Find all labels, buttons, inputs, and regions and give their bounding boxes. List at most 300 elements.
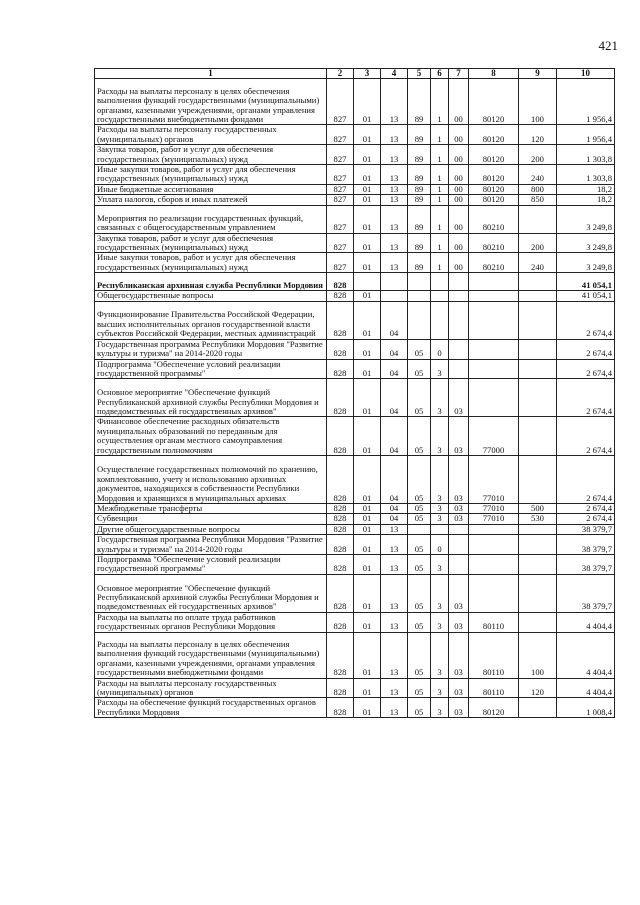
subsection-cell: 13: [381, 574, 408, 612]
program-cell: 05: [408, 514, 431, 524]
subprogram-cell: 3: [431, 379, 449, 417]
header-row: [95, 69, 615, 79]
direction-cell: [469, 554, 519, 574]
subprogram-cell: 1: [431, 79, 449, 125]
table-row: [95, 514, 615, 524]
table-row: [95, 554, 615, 574]
subprogram-cell: 3: [431, 698, 449, 718]
program-cell: [408, 524, 431, 534]
page-number: 421: [598, 38, 618, 53]
direction-cell: 80110: [469, 612, 519, 632]
admin-code-cell: 828: [327, 291, 354, 301]
admin-code-cell: 828: [327, 273, 354, 291]
table-row: [95, 632, 615, 678]
section-cell: 01: [354, 145, 381, 165]
admin-code-cell: 827: [327, 145, 354, 165]
item-name-cell: Расходы на выплаты персоналу в целях обеспечения выполнения функций государственными (муниципальными) органами, казенными учреждениями, органами управления государственными внебюджетными фондами: [95, 79, 327, 125]
subsection-cell: 13: [381, 165, 408, 185]
admin-code-cell: 827: [327, 184, 354, 194]
program-cell: 05: [408, 379, 431, 417]
section-cell: 01: [354, 165, 381, 185]
activity-cell: 00: [449, 125, 469, 145]
amount-cell: 38 379,7: [557, 554, 615, 574]
table-row: [95, 195, 615, 205]
section-cell: 01: [354, 417, 381, 456]
subprogram-cell: 3: [431, 455, 449, 503]
amount-cell: 2 674,4: [557, 514, 615, 524]
section-cell: 01: [354, 524, 381, 534]
section-cell: 01: [354, 514, 381, 524]
admin-code-cell: 827: [327, 79, 354, 125]
table-row: [95, 574, 615, 612]
direction-cell: [469, 535, 519, 555]
subsection-cell: [381, 273, 408, 291]
subsection-cell: 04: [381, 514, 408, 524]
subprogram-cell: 1: [431, 253, 449, 273]
activity-cell: 00: [449, 184, 469, 194]
expense-type-cell: [519, 291, 557, 301]
amount-cell: 4 404,4: [557, 632, 615, 678]
subprogram-cell: 3: [431, 359, 449, 379]
expense-type-cell: [519, 339, 557, 359]
amount-cell: 41 054,1: [557, 273, 615, 291]
subprogram-cell: 3: [431, 554, 449, 574]
subsection-cell: 13: [381, 145, 408, 165]
header-cell: 10: [557, 69, 615, 79]
subsection-cell: 13: [381, 253, 408, 273]
program-cell: 05: [408, 535, 431, 555]
amount-cell: 1 303,8: [557, 165, 615, 185]
amount-cell: 2 674,4: [557, 359, 615, 379]
subsection-cell: 13: [381, 524, 408, 534]
program-cell: 05: [408, 339, 431, 359]
program-cell: 89: [408, 145, 431, 165]
subsection-cell: 04: [381, 455, 408, 503]
admin-code-cell: 828: [327, 301, 354, 339]
direction-cell: [469, 339, 519, 359]
amount-cell: 18,2: [557, 195, 615, 205]
table-row: [95, 145, 615, 165]
program-cell: 89: [408, 195, 431, 205]
table-row: [95, 233, 615, 253]
table-row: [95, 698, 615, 718]
section-cell: 01: [354, 698, 381, 718]
activity-cell: 03: [449, 632, 469, 678]
table-row: [95, 125, 615, 145]
table-row: [95, 79, 615, 125]
table-row: [95, 535, 615, 555]
subsection-cell: 04: [381, 301, 408, 339]
item-name-cell: Другие общегосударственные вопросы: [95, 524, 327, 534]
program-cell: 05: [408, 554, 431, 574]
expense-type-cell: [519, 205, 557, 233]
program-cell: [408, 291, 431, 301]
table-row: [95, 291, 615, 301]
subprogram-cell: 0: [431, 339, 449, 359]
item-name-cell: Расходы на выплаты по оплате труда работников государственных органов Республики Мордовия: [95, 612, 327, 632]
admin-code-cell: 828: [327, 417, 354, 456]
table-row: [95, 503, 615, 513]
activity-cell: [449, 554, 469, 574]
subsection-cell: 04: [381, 379, 408, 417]
item-name-cell: Мероприятия по реализации государственных функций, связанных с общегосударственным управлением: [95, 205, 327, 233]
amount-cell: 2 674,4: [557, 417, 615, 456]
admin-code-cell: 828: [327, 698, 354, 718]
table-body: [95, 79, 615, 718]
section-cell: 01: [354, 574, 381, 612]
expense-type-cell: 800: [519, 184, 557, 194]
subsection-cell: 13: [381, 632, 408, 678]
table-row: [95, 359, 615, 379]
expense-type-cell: 500: [519, 503, 557, 513]
direction-cell: [469, 273, 519, 291]
item-name-cell: Финансовое обеспечение расходных обязательств муниципальных образований по переданным для осуществления органам местного самоуправления государственным полномочиям: [95, 417, 327, 456]
admin-code-cell: 828: [327, 524, 354, 534]
subsection-cell: 13: [381, 184, 408, 194]
subsection-cell: 13: [381, 79, 408, 125]
activity-cell: 03: [449, 678, 469, 698]
expense-type-cell: 120: [519, 678, 557, 698]
table-row: [95, 379, 615, 417]
subprogram-cell: [431, 291, 449, 301]
subsection-cell: 04: [381, 503, 408, 513]
program-cell: [408, 273, 431, 291]
admin-code-cell: 828: [327, 359, 354, 379]
program-cell: [408, 301, 431, 339]
activity-cell: [449, 359, 469, 379]
item-name-cell: Расходы на выплаты персоналу государственных (муниципальных) органов: [95, 678, 327, 698]
subprogram-cell: 1: [431, 195, 449, 205]
amount-cell: 2 674,4: [557, 301, 615, 339]
item-name-cell: Иные закупки товаров, работ и услуг для обеспечения государственных (муниципальных) нужд: [95, 253, 327, 273]
section-cell: 01: [354, 554, 381, 574]
expense-type-cell: [519, 273, 557, 291]
admin-code-cell: 827: [327, 125, 354, 145]
expense-type-cell: 200: [519, 145, 557, 165]
subprogram-cell: 3: [431, 417, 449, 456]
amount-cell: 2 674,4: [557, 455, 615, 503]
item-name-cell: Подпрограмма "Обеспечение условий реализации государственной программы": [95, 554, 327, 574]
header-cell: 9: [519, 69, 557, 79]
direction-cell: 80120: [469, 125, 519, 145]
subprogram-cell: [431, 301, 449, 339]
direction-cell: [469, 524, 519, 534]
item-name-cell: Основное мероприятие "Обеспечение функций Республиканской архивной службы Республики Мордовия и подведомственных ей государственных архивов": [95, 379, 327, 417]
section-cell: 01: [354, 79, 381, 125]
expense-type-cell: [519, 554, 557, 574]
header-cell: 2: [327, 69, 354, 79]
table-row: [95, 339, 615, 359]
activity-cell: 03: [449, 417, 469, 456]
table-row: [95, 184, 615, 194]
section-cell: 01: [354, 233, 381, 253]
direction-cell: [469, 359, 519, 379]
program-cell: 05: [408, 417, 431, 456]
subprogram-cell: 3: [431, 678, 449, 698]
subprogram-cell: [431, 273, 449, 291]
amount-cell: 18,2: [557, 184, 615, 194]
direction-cell: [469, 379, 519, 417]
item-name-cell: Закупка товаров, работ и услуг для обеспечения государственных (муниципальных) нужд: [95, 145, 327, 165]
direction-cell: 80120: [469, 79, 519, 125]
activity-cell: 00: [449, 195, 469, 205]
subsection-cell: 13: [381, 205, 408, 233]
item-name-cell: Расходы на выплаты персоналу в целях обеспечения выполнения функций государственными (муниципальными) органами, казенными учреждениями, органами управления государственными внебюджетными фондами: [95, 632, 327, 678]
program-cell: 89: [408, 205, 431, 233]
program-cell: 05: [408, 359, 431, 379]
item-name-cell: Подпрограмма "Обеспечение условий реализации государственной программы": [95, 359, 327, 379]
expense-type-cell: 100: [519, 632, 557, 678]
direction-cell: 80210: [469, 205, 519, 233]
program-cell: 05: [408, 574, 431, 612]
table-row: [95, 612, 615, 632]
subprogram-cell: 1: [431, 205, 449, 233]
subprogram-cell: 1: [431, 184, 449, 194]
expense-type-cell: 850: [519, 195, 557, 205]
subsection-cell: 13: [381, 233, 408, 253]
expense-type-cell: 120: [519, 125, 557, 145]
header-cell: 1: [95, 69, 327, 79]
admin-code-cell: 828: [327, 455, 354, 503]
admin-code-cell: 827: [327, 205, 354, 233]
expense-type-cell: [519, 301, 557, 339]
subprogram-cell: 1: [431, 165, 449, 185]
admin-code-cell: 827: [327, 253, 354, 273]
item-name-cell: Уплата налогов, сборов и иных платежей: [95, 195, 327, 205]
section-cell: 01: [354, 205, 381, 233]
section-cell: 01: [354, 195, 381, 205]
activity-cell: [449, 301, 469, 339]
subprogram-cell: 3: [431, 612, 449, 632]
direction-cell: 80120: [469, 184, 519, 194]
program-cell: 05: [408, 612, 431, 632]
table-row: [95, 524, 615, 534]
expense-type-cell: 530: [519, 514, 557, 524]
program-cell: 05: [408, 632, 431, 678]
expense-type-cell: [519, 574, 557, 612]
direction-cell: [469, 574, 519, 612]
direction-cell: 77010: [469, 503, 519, 513]
subsection-cell: 13: [381, 195, 408, 205]
activity-cell: 03: [449, 514, 469, 524]
section-cell: 01: [354, 503, 381, 513]
admin-code-cell: 828: [327, 632, 354, 678]
direction-cell: 77010: [469, 514, 519, 524]
section-cell: 01: [354, 291, 381, 301]
subprogram-cell: 1: [431, 125, 449, 145]
admin-code-cell: 828: [327, 612, 354, 632]
section-cell: 01: [354, 253, 381, 273]
direction-cell: 80110: [469, 632, 519, 678]
amount-cell: 38 379,7: [557, 535, 615, 555]
amount-cell: 3 249,8: [557, 205, 615, 233]
subsection-cell: [381, 291, 408, 301]
section-cell: 01: [354, 678, 381, 698]
program-cell: 05: [408, 503, 431, 513]
amount-cell: 38 379,7: [557, 574, 615, 612]
direction-cell: 77010: [469, 455, 519, 503]
amount-cell: 1 303,8: [557, 145, 615, 165]
activity-cell: 00: [449, 253, 469, 273]
subsection-cell: 13: [381, 554, 408, 574]
program-cell: 89: [408, 125, 431, 145]
subprogram-cell: 1: [431, 145, 449, 165]
amount-cell: 2 674,4: [557, 339, 615, 359]
section-cell: 01: [354, 455, 381, 503]
amount-cell: 38 379,7: [557, 524, 615, 534]
expense-type-cell: [519, 524, 557, 534]
subprogram-cell: 3: [431, 514, 449, 524]
amount-cell: 4 404,4: [557, 678, 615, 698]
activity-cell: [449, 273, 469, 291]
activity-cell: 00: [449, 165, 469, 185]
table-row: [95, 165, 615, 185]
header-cell: 8: [469, 69, 519, 79]
section-cell: 01: [354, 184, 381, 194]
activity-cell: 03: [449, 698, 469, 718]
expense-type-cell: [519, 535, 557, 555]
item-name-cell: Расходы на выплаты персоналу государственных (муниципальных) органов: [95, 125, 327, 145]
item-name-cell: Государственная программа Республики Мордовия "Развитие культуры и туризма" на 2014-2020 годы: [95, 535, 327, 555]
item-name-cell: Межбюджетные трансферты: [95, 503, 327, 513]
subsection-cell: 04: [381, 359, 408, 379]
activity-cell: [449, 535, 469, 555]
table-row: [95, 678, 615, 698]
activity-cell: 03: [449, 503, 469, 513]
section-cell: 01: [354, 339, 381, 359]
expense-type-cell: 100: [519, 79, 557, 125]
activity-cell: 03: [449, 379, 469, 417]
section-cell: 01: [354, 359, 381, 379]
item-name-cell: Субвенции: [95, 514, 327, 524]
program-cell: 89: [408, 165, 431, 185]
admin-code-cell: 827: [327, 195, 354, 205]
amount-cell: 4 404,4: [557, 612, 615, 632]
amount-cell: 2 674,4: [557, 503, 615, 513]
table-row: [95, 417, 615, 456]
activity-cell: 03: [449, 455, 469, 503]
direction-cell: 80120: [469, 165, 519, 185]
expense-type-cell: [519, 455, 557, 503]
header-cell: 5: [408, 69, 431, 79]
item-name-cell: Иные бюджетные ассигнования: [95, 184, 327, 194]
expense-type-cell: 240: [519, 253, 557, 273]
section-cell: 01: [354, 612, 381, 632]
amount-cell: 2 674,4: [557, 379, 615, 417]
expense-type-cell: [519, 359, 557, 379]
section-cell: 01: [354, 632, 381, 678]
item-name-cell: Закупка товаров, работ и услуг для обеспечения государственных (муниципальных) нужд: [95, 233, 327, 253]
activity-cell: 00: [449, 233, 469, 253]
subsection-cell: 13: [381, 125, 408, 145]
section-cell: 01: [354, 535, 381, 555]
header-cell: 6: [431, 69, 449, 79]
subsection-cell: 04: [381, 339, 408, 359]
section-cell: 01: [354, 379, 381, 417]
direction-cell: 80120: [469, 195, 519, 205]
activity-cell: [449, 524, 469, 534]
amount-cell: 3 249,8: [557, 253, 615, 273]
admin-code-cell: 828: [327, 535, 354, 555]
amount-cell: 1 956,4: [557, 79, 615, 125]
subprogram-cell: 3: [431, 632, 449, 678]
amount-cell: 1 008,4: [557, 698, 615, 718]
direction-cell: 80110: [469, 678, 519, 698]
item-name-cell: Расходы на обеспечение функций государственных органов Республики Мордовия: [95, 698, 327, 718]
table-row: [95, 205, 615, 233]
item-name-cell: Государственная программа Республики Мордовия "Развитие культуры и туризма" на 2014-2020 годы: [95, 339, 327, 359]
item-name-cell: Республиканская архивная служба Республики Мордовия: [95, 273, 327, 291]
admin-code-cell: 828: [327, 574, 354, 612]
section-cell: [354, 273, 381, 291]
program-cell: 05: [408, 698, 431, 718]
direction-cell: [469, 291, 519, 301]
activity-cell: 03: [449, 574, 469, 612]
table-row: [95, 253, 615, 273]
item-name-cell: Общегосударственные вопросы: [95, 291, 327, 301]
activity-cell: 03: [449, 612, 469, 632]
program-cell: 89: [408, 184, 431, 194]
subsection-cell: 04: [381, 417, 408, 456]
direction-cell: 80120: [469, 145, 519, 165]
direction-cell: 80210: [469, 233, 519, 253]
item-name-cell: Осуществление государственных полномочий по хранению, комплектованию, учету и использованию архивных документов, находящихся в собственности Республики Мордовия и хранящихся в муниципальных архивах: [95, 455, 327, 503]
program-cell: 05: [408, 455, 431, 503]
expense-type-cell: [519, 379, 557, 417]
subprogram-cell: 0: [431, 535, 449, 555]
direction-cell: 80210: [469, 253, 519, 273]
admin-code-cell: 828: [327, 339, 354, 359]
direction-cell: [469, 301, 519, 339]
program-cell: 89: [408, 79, 431, 125]
admin-code-cell: 827: [327, 233, 354, 253]
item-name-cell: Основное мероприятие "Обеспечение функций Республиканской архивной службы Республики Мордовия и подведомственных ей государственных архивов": [95, 574, 327, 612]
expense-type-cell: [519, 417, 557, 456]
admin-code-cell: 828: [327, 379, 354, 417]
item-name-cell: Функционирование Правительства Российской Федерации, высших исполнительных органов государственной власти субъектов Российской Федерации, местных администраций: [95, 301, 327, 339]
direction-cell: 80120: [469, 698, 519, 718]
admin-code-cell: 828: [327, 503, 354, 513]
admin-code-cell: 828: [327, 514, 354, 524]
activity-cell: [449, 339, 469, 359]
subprogram-cell: [431, 524, 449, 534]
table-row: [95, 273, 615, 291]
budget-table: [94, 68, 615, 718]
activity-cell: 00: [449, 79, 469, 125]
expense-type-cell: 200: [519, 233, 557, 253]
amount-cell: 1 956,4: [557, 125, 615, 145]
section-cell: 01: [354, 301, 381, 339]
expense-type-cell: [519, 612, 557, 632]
activity-cell: 00: [449, 205, 469, 233]
activity-cell: [449, 291, 469, 301]
amount-cell: 3 249,8: [557, 233, 615, 253]
subsection-cell: 13: [381, 612, 408, 632]
admin-code-cell: 828: [327, 554, 354, 574]
program-cell: 89: [408, 233, 431, 253]
expense-type-cell: 240: [519, 165, 557, 185]
subprogram-cell: 3: [431, 574, 449, 612]
header-cell: 7: [449, 69, 469, 79]
program-cell: 05: [408, 678, 431, 698]
item-name-cell: Иные закупки товаров, работ и услуг для обеспечения государственных (муниципальных) нужд: [95, 165, 327, 185]
direction-cell: 77000: [469, 417, 519, 456]
header-cell: 3: [354, 69, 381, 79]
subprogram-cell: 1: [431, 233, 449, 253]
section-cell: 01: [354, 125, 381, 145]
program-cell: 89: [408, 253, 431, 273]
header-cell: 4: [381, 69, 408, 79]
